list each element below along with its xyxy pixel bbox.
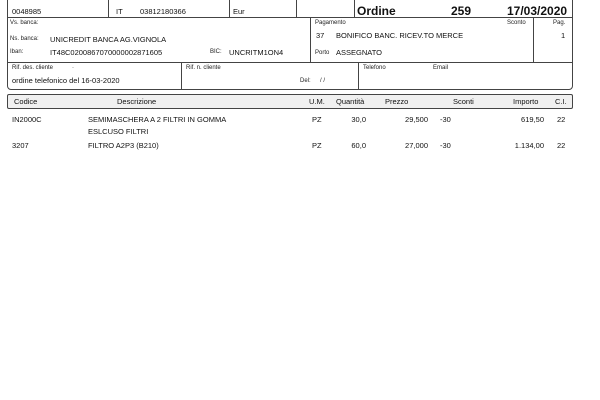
th-prezzo: Prezzo	[385, 97, 409, 106]
vat-number: 03812180366	[140, 7, 186, 16]
th-codice: Codice	[14, 97, 38, 106]
th-importo: Importo	[513, 97, 539, 106]
country-code: IT	[116, 7, 123, 16]
pagamento-description: BONIFICO BANC. RICEV.TO MERCE	[336, 31, 464, 40]
doc-date: 17/03/2020	[507, 4, 568, 18]
row-prezzo: 27,000	[405, 141, 428, 150]
row-um: PZ	[312, 115, 322, 124]
table-header	[7, 94, 573, 109]
th-um: U.M.	[309, 97, 325, 106]
row-quantita: 60,0	[351, 141, 366, 150]
row-quantita: 30,0	[351, 115, 366, 124]
row-ci: 22	[557, 115, 566, 124]
row-descrizione: FILTRO A2P3 (B210)	[88, 141, 159, 150]
cod-cliente-value: 0048985	[12, 7, 42, 16]
ns-banca-label: Ns. banca:	[10, 36, 39, 42]
th-quantita: Quantità	[336, 97, 365, 106]
rif-n-label: Rif. n. cliente	[186, 65, 221, 71]
iban-label: Iban:	[10, 49, 24, 55]
vs-banca-label: Vs. banca:	[10, 20, 39, 26]
th-sconti: Sconti	[453, 97, 474, 106]
rif-des-label: Rif. des. cliente	[12, 65, 54, 71]
porto-label: Porto	[315, 50, 330, 56]
row-prezzo: 29,500	[405, 115, 428, 124]
bic-value: UNCRITM1ON4	[229, 48, 284, 57]
row-codice: 3207	[12, 141, 29, 150]
row-descrizione: ESLCUSO FILTRI	[88, 127, 149, 136]
pagamento-code: 37	[316, 31, 325, 40]
pag-value: 1	[561, 31, 566, 40]
sconto-label: Sconto	[507, 20, 526, 26]
row-sconti: -30	[440, 141, 451, 150]
doc-number: 259	[451, 4, 472, 18]
rif-des-value: ordine telefonico del 16-03-2020	[12, 76, 120, 85]
porto-value: ASSEGNATO	[336, 48, 382, 57]
th-ci: C.I.	[555, 97, 567, 106]
rif-des-dot: ·	[72, 65, 74, 71]
row-ci: 22	[557, 141, 566, 150]
del-label: Del:	[300, 78, 311, 84]
telefono-label: Telefono	[363, 65, 386, 71]
doc-type: Ordine	[357, 4, 396, 18]
row-importo: 1.134,00	[514, 141, 544, 150]
header-strip	[7, 0, 573, 18]
bic-label: BIC:	[210, 49, 222, 55]
row-importo: 619,50	[521, 115, 544, 124]
pagamento-label: Pagamento	[315, 20, 346, 26]
row-descrizione: SEMIMASCHERA A 2 FILTRI IN GOMMA	[88, 115, 227, 124]
del-value: / /	[320, 78, 326, 84]
row-um: PZ	[312, 141, 322, 150]
th-descrizione: Descrizione	[117, 97, 157, 106]
email-label: Email	[433, 65, 449, 71]
ns-banca-value: UNICREDIT BANCA AG.VIGNOLA	[50, 35, 167, 44]
currency: Eur	[233, 7, 245, 16]
row-sconti: -30	[440, 115, 451, 124]
pag-label: Pag.	[553, 20, 566, 26]
row-codice: IN2000C	[12, 115, 42, 124]
iban-value: IT48C0200867070000002871605	[50, 48, 163, 57]
